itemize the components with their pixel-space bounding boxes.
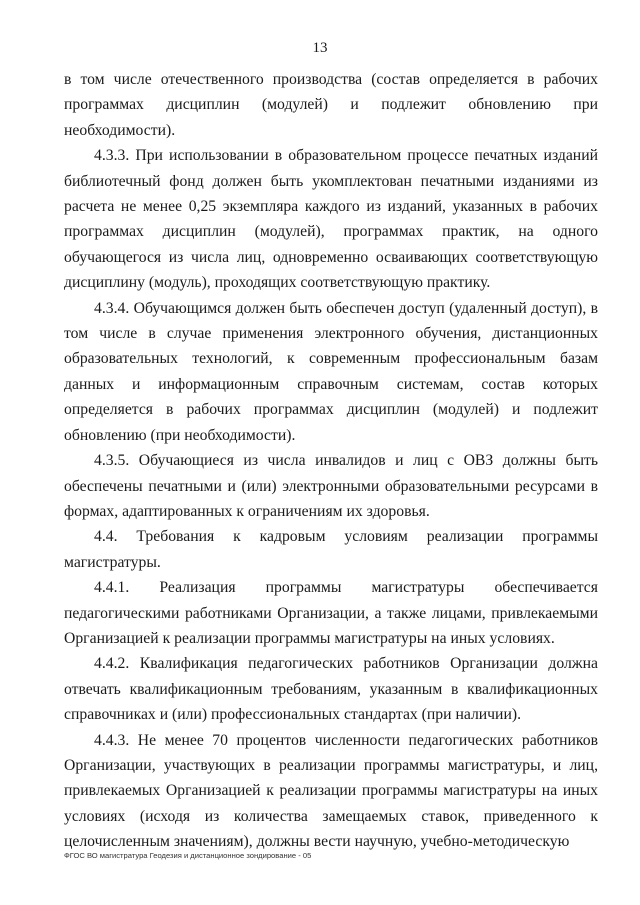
paragraph-4-3-3: 4.3.3. При использовании в образовательном процессе печатных изданий библиотечный фонд должен быть укомплектован печатными изданиями из расчета не менее 0,25 экземпляра каждого из изданий, указанных в рабочих программах дисциплин (модулей), программах практик, на одного обучающегося из числа лиц, одновременно осваивающих соответствующую дисциплину (модуль), проходящих соответствующую практику. <box>64 147 598 292</box>
paragraph-4-4-1: 4.4.1. Реализация программы магистратуры обеспечивается педагогическими работниками Организации, а также лицами, привлекаемыми Организацией к реализации программы магистратуры на иных условиях. <box>64 579 598 647</box>
page-number: 13 <box>312 40 328 56</box>
paragraph-4-3-5: 4.3.5. Обучающиеся из числа инвалидов и лиц с ОВЗ должны быть обеспечены печатными и (или) электронными образовательными ресурсами в формах, адаптированных к ограничениям их здоровья. <box>64 452 598 520</box>
paragraph-4-4-2: 4.4.2. Квалификация педагогических работников Организации должна отвечать квалификационным требованиям, указанным в квалификационных справочниках и (или) профессиональных стандартах (при наличии). <box>64 655 598 724</box>
paragraph-continuation: в том числе отечественного производства (состав определяется в рабочих программах дисциплин (модулей) и подлежит обновлению при необходимости). <box>64 71 598 139</box>
paragraph-4-4: 4.4. Требования к кадровым условиям реализации программы магистратуры. <box>64 528 598 571</box>
paragraph-4-3-4: 4.3.4. Обучающимся должен быть обеспечен доступ (удаленный доступ), в том числе в случае применения электронного обучения, дистанционных образовательных технологий, к современным профессиональным базам данных и информационным справочным системам, состав которых определяется в рабочих программах дисциплин (модулей) и подлежит обновлению (при необходимости). <box>64 299 598 444</box>
document-body <box>64 67 598 855</box>
paragraph-4-4-3: 4.4.3. Не менее 70 процентов численности педагогических работников Организации, участвующих в реализации программы магистратуры, и лиц, привлекаемых Организацией к реализации программы магистратуры на иных условиях (исходя из количества замещаемых ставок, приведенного к целочисленным значениям), должны вести научную, учебно-методическую <box>64 731 598 851</box>
page-footer: ФГОС ВО магистратура Геодезия и дистанционное зондирование - 05 <box>64 851 312 860</box>
